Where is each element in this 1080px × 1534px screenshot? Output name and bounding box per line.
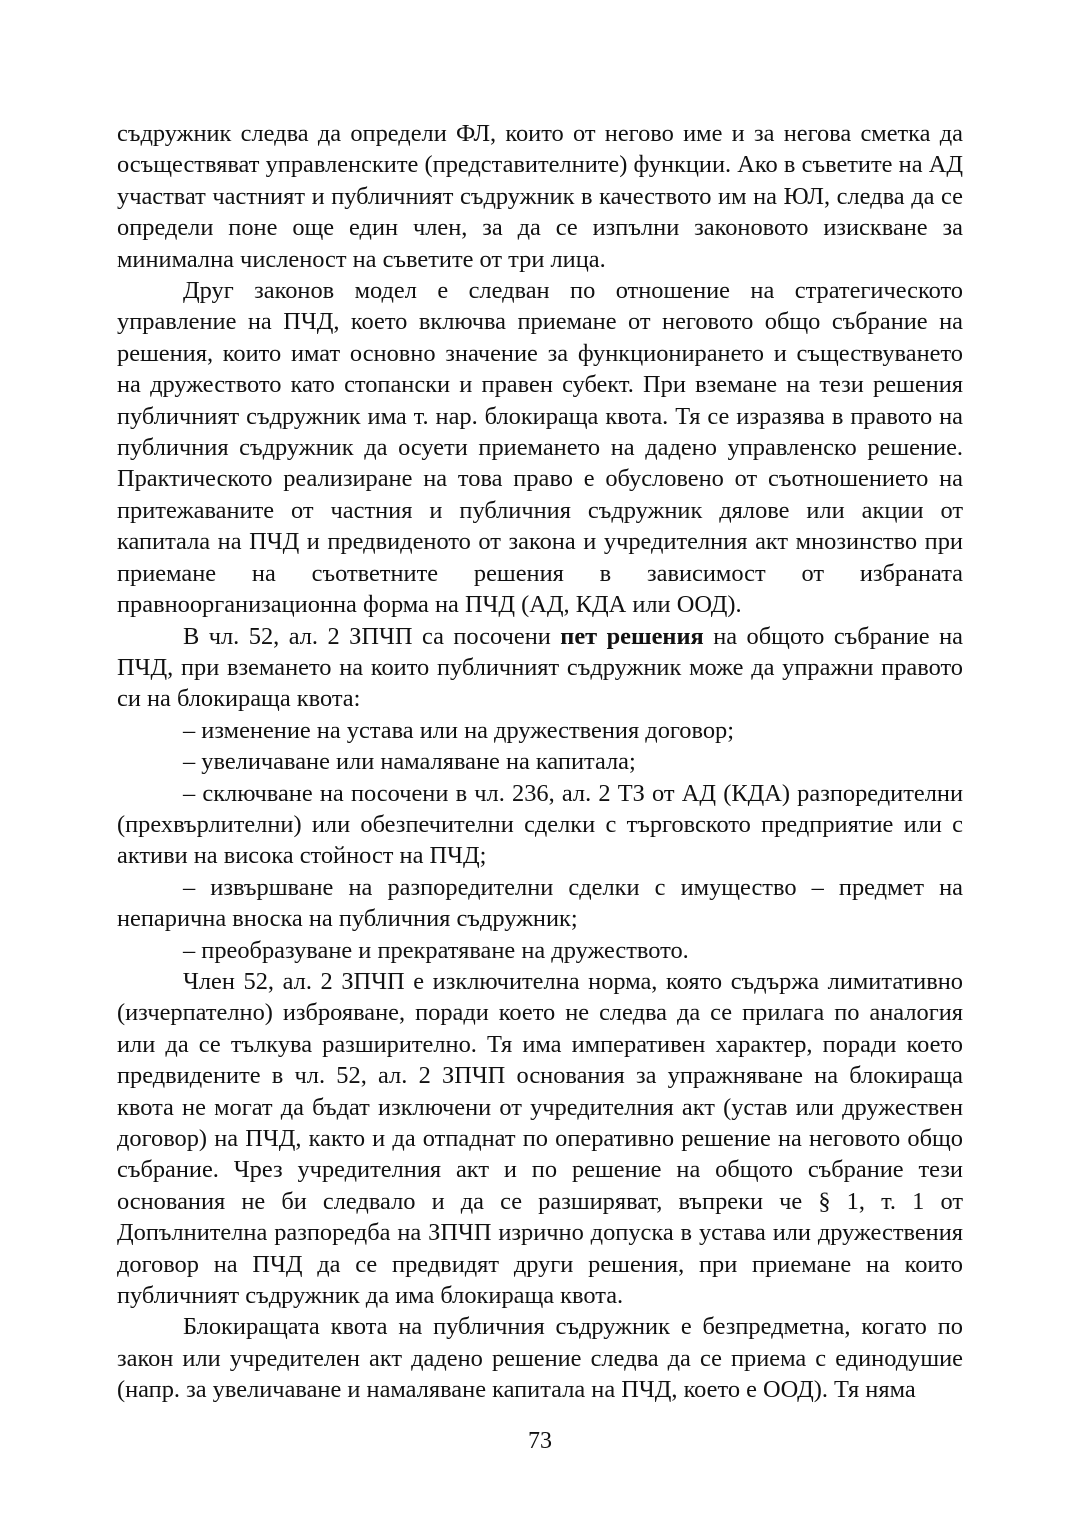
paragraph-2: Друг законов модел е следван по отношение на стратегическото управление на ПЧД, което включва приемане от неговото общо събрание на решения, които имат основно значение за функционирането и съществуването на дружеството като стопански и правен субект. При вземане на тези решения публичният съдружник има т. нар. блокираща квота. Тя се изразява в правото на публичния съдружник да осуети приемането на дадено управленско решение. Практическото реализиране на това право е обусловено от съотношението на притежаваните от частния и публичния съдружник дялове или акции от капитала на ПЧД и предвиденото от закона и учредителния акт мнозинство при приемане на съответните решения в зависимост от избраната правноорганизационна форма на ПЧД (АД, КДА или ООД). — [117, 277, 963, 619]
paragraph-4: Член 52, ал. 2 ЗПЧП е изключителна норма, която съдържа лимитативно (изчерпателно) изброяване, поради което не следва да се прилага по аналогия или да се тълкува разширително. Тя има императивен характер, поради което предвидените в чл. 52, ал. 2 ЗПЧП основания за упражняване на блокираща квота не могат да бъдат изключени от учредителния акт (устав или дружествен договор) на ПЧД, както и да отпаднат по оперативно решение на неговото общо събрание. Чрез учредителния акт и по решение на общото събрание тези основания не би следвало и да се разширяват, въпреки че § 1, т. 1 от Допълнителна разпоредба на ЗПЧП изрично допуска в устава или дружествения договор на ПЧД да се предвидят други решения, при приемане на които публичният съдружник да има блокираща квота. — [117, 967, 963, 1310]
paragraph-3-start: В чл. 52, ал. 2 ЗПЧП са посочени — [183, 622, 561, 650]
paragraph-3-end: на общото събрание на ПЧД, при вземането на които публичният съдружник може да упражни правото си на блокираща квота: — [117, 622, 963, 713]
list-item: – сключване на посочени в чл. 236, ал. 2 ТЗ от АД (КДА) разпоредителни (прехвърлителни) или обезпечителни сделки с търговското предприятие или с активи на висока стойност на ПЧД; — [117, 779, 963, 870]
body-text — [117, 118, 963, 1406]
list-item: – увеличаване или намаляване на капитала; — [183, 748, 636, 776]
emphasis-five-decisions: пет решения — [560, 622, 704, 650]
list-item: – преобразуване и прекратяване на дружеството. — [183, 936, 689, 964]
paragraph-1: съдружник следва да определи ФЛ, които от негово име и за негова сметка да осъществяват управленските (представителните) функции. Ако в съветите на АД участват частният и публичният съдружник в качеството им на ЮЛ, следва да се определи поне още един член, за да се изпълни законовото изискване за минимална численост на съветите от три лица. — [117, 120, 963, 273]
paragraph-3 — [117, 621, 963, 715]
page-number: 73 — [528, 1428, 552, 1454]
list-item: – извършване на разпоредителни сделки с имущество – предмет на непарична вноска на публичния съдружник; — [117, 873, 963, 933]
paragraph-5: Блокиращата квота на публичния съдружник е безпредметна, когато по закон или учредителен акт дадено решение следва да се приема с единодушие (напр. за увеличаване и намаляване капитала на ПЧД, което е ООД). Тя няма — [117, 1313, 963, 1404]
list-item: – изменение на устава или на дружествения договор; — [183, 716, 734, 744]
